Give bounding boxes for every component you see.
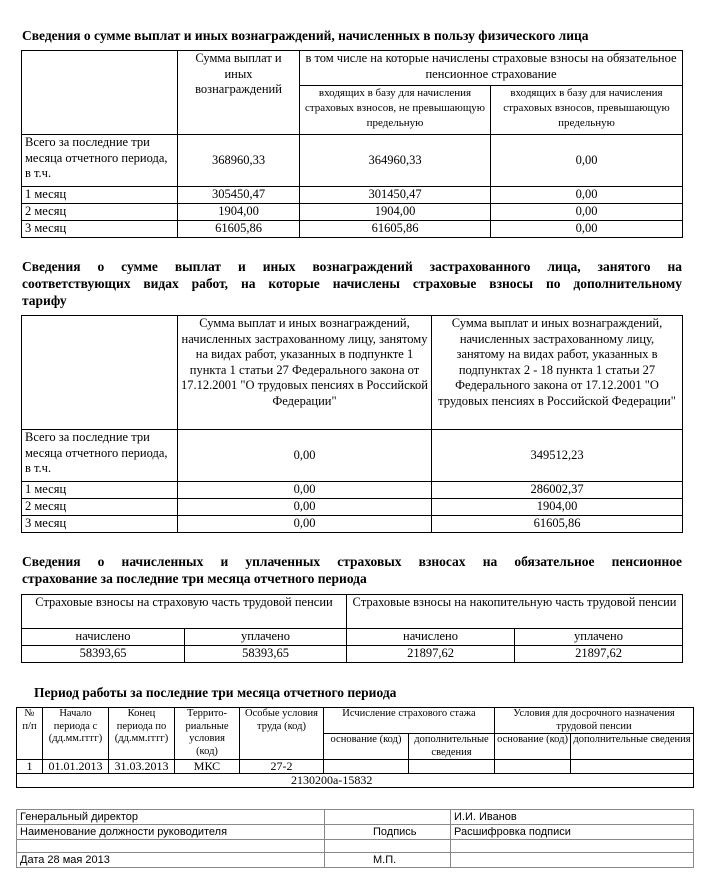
name-value: И.И. Иванов bbox=[451, 810, 694, 825]
col-group-header: в том числе на которые начислены страховые взносы на обязательное пенсионное страхование bbox=[300, 51, 683, 86]
row-label: 3 месяц bbox=[22, 516, 178, 533]
cell-total: 61605,86 bbox=[178, 221, 300, 238]
col-a-header: Сумма выплат и иных вознаграждений, начисленных застрахованному лицу, занятому на видах работ, указанных в подпункте 1 пункта 1 статьи 27 Федерального закона от 17.12.2001 "О трудовых пенсиях в Российской Федерации" bbox=[178, 316, 432, 430]
cell-over: 0,00 bbox=[491, 187, 683, 204]
row-label: 2 месяц bbox=[22, 499, 178, 516]
sign-value bbox=[325, 810, 451, 825]
name-label: Расшифровка подписи bbox=[451, 825, 694, 840]
row-label: 1 месяц bbox=[22, 187, 178, 204]
ins-accrued-header: начислено bbox=[22, 629, 185, 646]
row-label: Всего за последние три месяца отчетного периода, в т.ч. bbox=[22, 430, 178, 482]
cell-total: 305450,47 bbox=[178, 187, 300, 204]
col-funded-header: Страховые взносы на накопительную часть трудовой пенсии bbox=[347, 595, 683, 629]
cell-over: 0,00 bbox=[491, 204, 683, 221]
cell-early-basis bbox=[495, 760, 571, 774]
cell-within: 301450,47 bbox=[300, 187, 491, 204]
fund-accrued-header: начислено bbox=[347, 629, 515, 646]
fund-paid-value: 21897,62 bbox=[515, 646, 683, 663]
seniority-extra-header: дополнительные сведения bbox=[409, 734, 495, 760]
cell-b: 286002,37 bbox=[432, 482, 683, 499]
corner-cell bbox=[22, 51, 178, 135]
early-basis-header: основание (код) bbox=[495, 734, 571, 760]
cell-within: 61605,86 bbox=[300, 221, 491, 238]
additional-title-line3: тарифу bbox=[22, 293, 67, 308]
table-row bbox=[22, 646, 683, 663]
cell-within: 1904,00 bbox=[300, 204, 491, 221]
col-seniority-header: Исчисление страхового стажа bbox=[324, 708, 495, 734]
code-value: 2130200а-15832 bbox=[291, 773, 373, 787]
payments-table bbox=[21, 50, 683, 238]
cell-over: 0,00 bbox=[491, 135, 683, 187]
fund-paid-header: уплачено bbox=[515, 629, 683, 646]
cell-total: 368960,33 bbox=[178, 135, 300, 187]
sign-label bbox=[325, 825, 451, 840]
table-row bbox=[17, 760, 694, 774]
cell-end: 31.03.2013 bbox=[109, 760, 175, 774]
table-row bbox=[22, 204, 683, 221]
row-label: 1 месяц bbox=[22, 482, 178, 499]
additional-table bbox=[21, 315, 683, 533]
cell-a: 0,00 bbox=[178, 482, 432, 499]
col-over-header: входящих в базу для начисления страховых взносов, превышающую предельную bbox=[491, 86, 683, 135]
stamp-cell bbox=[325, 853, 451, 868]
cell-special: 27-2 bbox=[240, 760, 324, 774]
table-row bbox=[22, 482, 683, 499]
cell-early-extra bbox=[571, 760, 694, 774]
cell-b: 349512,23 bbox=[432, 430, 683, 482]
cell-a: 0,00 bbox=[178, 499, 432, 516]
table-row bbox=[22, 516, 683, 533]
date-value: Дата 28 мая 2013 bbox=[17, 853, 325, 868]
additional-title-line2: соответствующих видах работ, на которые начислены страховые взносы по дополнительному bbox=[22, 276, 682, 291]
stamp-label: М.П. bbox=[373, 854, 397, 866]
col-start-header: Начало периода с (дд.мм.гггг) bbox=[43, 708, 109, 760]
contributions-title-line2: страхование за последние три месяца отчетного периода bbox=[22, 571, 367, 586]
cell-num: 1 bbox=[17, 760, 43, 774]
table-row bbox=[22, 430, 683, 482]
additional-title-line1: Сведения о сумме выплат и иных вознаграждений застрахованного лица, занятого на bbox=[22, 259, 682, 274]
col-early-header: Условия для досрочного назначения трудовой пенсии bbox=[495, 708, 694, 734]
spacer-cell bbox=[17, 840, 325, 853]
cell-a: 0,00 bbox=[178, 516, 432, 533]
table-row bbox=[22, 499, 683, 516]
fund-accrued-value: 21897,62 bbox=[347, 646, 515, 663]
col-total-header: Сумма выплат и иных вознаграждений bbox=[178, 51, 300, 135]
row-label: 3 месяц bbox=[22, 221, 178, 238]
col-within-header: входящих в базу для начисления страховых взносов, не превышающую предельную bbox=[300, 86, 491, 135]
empty-cell bbox=[451, 853, 694, 868]
cell-seniority-basis bbox=[324, 760, 409, 774]
payments-title: Сведения о сумме выплат и иных вознаграждений, начисленных в пользу физического лица bbox=[22, 28, 589, 43]
cell-a: 0,00 bbox=[178, 430, 432, 482]
row-label: 2 месяц bbox=[22, 204, 178, 221]
table-row bbox=[22, 187, 683, 204]
col-num-header: № п/п bbox=[17, 708, 43, 760]
table-row bbox=[17, 774, 694, 788]
corner-cell bbox=[22, 316, 178, 430]
spacer-cell bbox=[325, 840, 451, 853]
col-insurance-header: Страховые взносы на страховую часть трудовой пенсии bbox=[22, 595, 347, 629]
cell-start: 01.01.2013 bbox=[43, 760, 109, 774]
position-label: Наименование должности руководителя bbox=[17, 825, 325, 840]
cell-b: 1904,00 bbox=[432, 499, 683, 516]
work-period-title: Период работы за последние три месяца отчетного периода bbox=[34, 685, 397, 700]
ins-paid-header: уплачено bbox=[185, 629, 347, 646]
spacer-cell bbox=[451, 840, 694, 853]
cell-b: 61605,86 bbox=[432, 516, 683, 533]
cell-seniority-extra bbox=[409, 760, 495, 774]
seniority-basis-header: основание (код) bbox=[324, 734, 409, 760]
sign-label-text: Подпись bbox=[373, 826, 417, 838]
contributions-table bbox=[21, 594, 683, 663]
col-b-header: Сумма выплат и иных вознаграждений, начисленных застрахованному лицу, занятому на видах работ, указанных в подпунктах 2 - 18 пункта 1 статьи 27 Федерального закона от 17.12.2001 "О трудовых пенсиях в Российской Федерации" bbox=[432, 316, 683, 430]
code-row bbox=[17, 774, 694, 788]
cell-total: 1904,00 bbox=[178, 204, 300, 221]
work-period-table bbox=[16, 707, 694, 788]
col-special-header: Особые условия труда (код) bbox=[240, 708, 324, 760]
table-row bbox=[22, 221, 683, 238]
position-value: Генеральный директор bbox=[17, 810, 325, 825]
row-label: Всего за последние три месяца отчетного периода, в т.ч. bbox=[22, 135, 178, 187]
ins-paid-value: 58393,65 bbox=[185, 646, 347, 663]
col-territorial-header: Террито- риальные условия (код) bbox=[175, 708, 240, 760]
signature-block bbox=[16, 809, 694, 868]
table-row bbox=[22, 135, 683, 187]
cell-within: 364960,33 bbox=[300, 135, 491, 187]
ins-accrued-value: 58393,65 bbox=[22, 646, 185, 663]
contributions-title-line1: Сведения о начисленных и уплаченных страховых взносах на обязательное пенсионное bbox=[22, 554, 682, 569]
col-end-header: Конец периода по (дд.мм.гггг) bbox=[109, 708, 175, 760]
cell-territorial: МКС bbox=[175, 760, 240, 774]
early-extra-header: дополнительные сведения bbox=[571, 734, 694, 760]
cell-over: 0,00 bbox=[491, 221, 683, 238]
